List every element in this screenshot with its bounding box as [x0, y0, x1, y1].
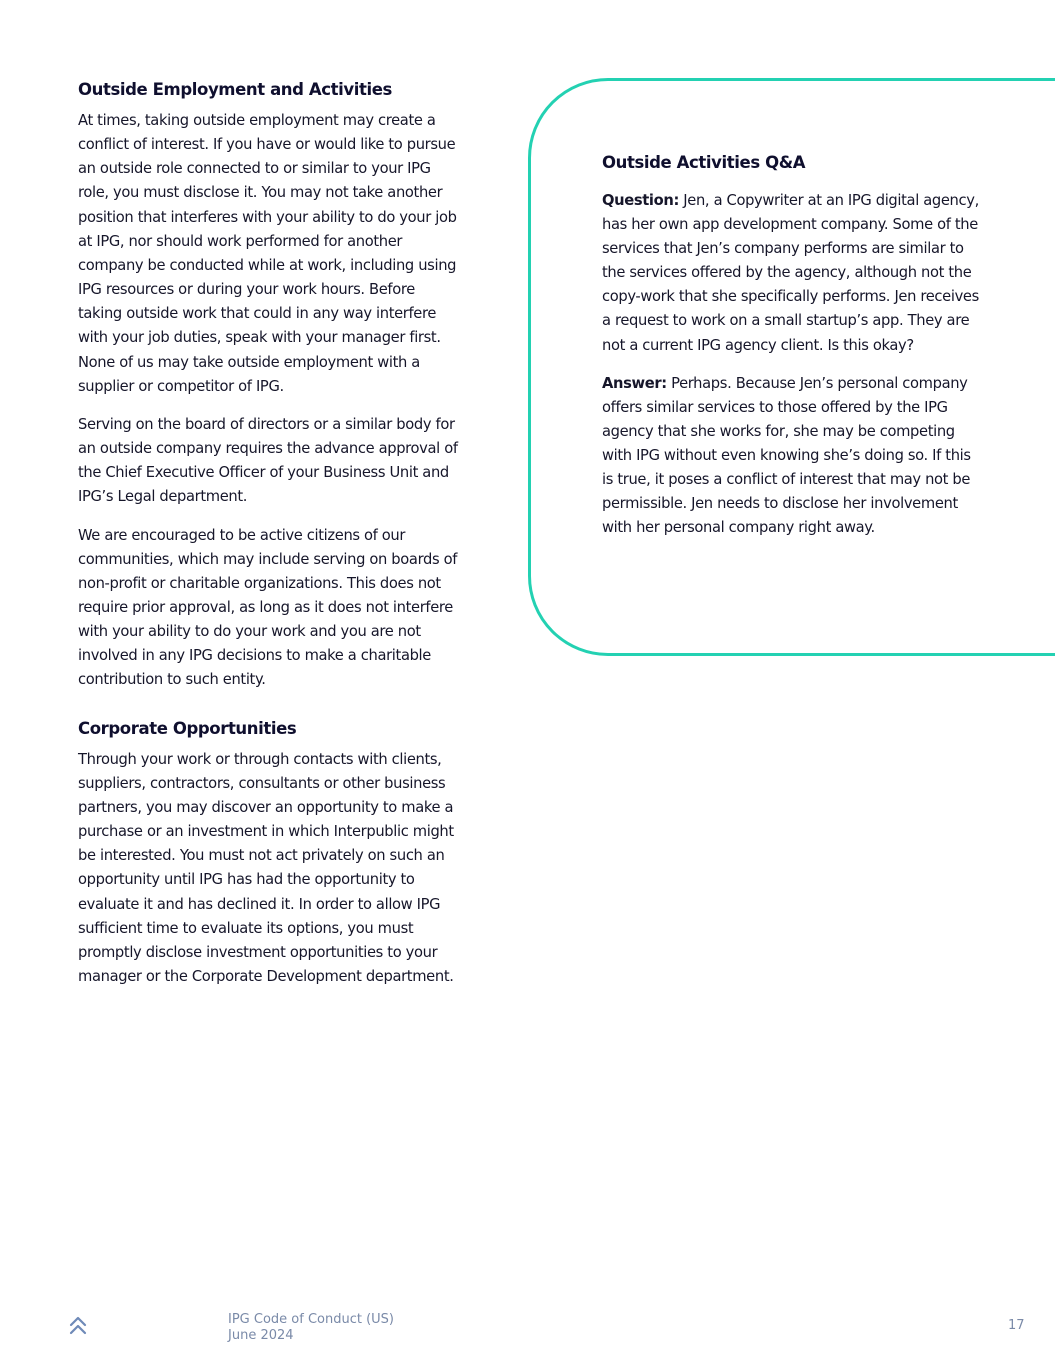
qa-callout-content [602, 150, 982, 554]
section-gap [78, 707, 458, 717]
section-heading-outside-employment: Outside Employment and Activities [78, 80, 392, 99]
paragraph: At times, taking outside employment may create a conflict of interest. If you have or would like to pursue an outside role connected to or similar to your IPG role, you must disclose it. You may not take another position that interferes with your ability to do your job at IPG, nor should work performed for another company be conducted while at work, including using IPG resources or during your work hours. Before taking outside work that could in any way interfere with your job duties, speak with your manager first. None of us may take outside employment with a supplier or competitor of IPG. [78, 112, 457, 395]
question-label: Question: [602, 192, 679, 209]
question-text: Jen, a Copywriter at an IPG digital agency, has her own app development company. Some of the services that Jen’s company performs are similar to the services offered by the agency, although not the copy-work that she specifically performs. Jen receives a request to work on a small startup’s app. They are not a current IPG agency client. Is this okay? [602, 192, 979, 354]
footer-doc-date: June 2024 [228, 1328, 294, 1343]
paragraph: Serving on the board of directors or a similar body for an outside company requires the advance approval of the Chief Executive Officer of your Business Unit and IPG’s Legal department. [78, 415, 458, 506]
qa-title: Outside Activities Q&A [602, 153, 806, 172]
paragraph: Through your work or through contacts with clients, suppliers, contractors, consultants or other business partners, you may discover an opportunity to make a purchase or an investment in which Interpublic might be interested. You must not act privately on such an opportunity until IPG has had the opportunity to evaluate it and has declined it. In order to allow IPG sufficient time to evaluate its options, you must promptly disclose investment opportunities to your manager or the Corporate Development department. [78, 750, 454, 985]
qa-question [602, 189, 982, 358]
main-column [78, 78, 458, 1003]
paragraph: We are encouraged to be active citizens of our communities, which may include serving on boards of non-profit or charitable organizations. This does not require prior approval, as long as it does not interfere with your ability to do your work and you are not involved in any IPG decisions to make a charitable contribution to such entity. [78, 526, 458, 689]
answer-label: Answer: [602, 374, 667, 392]
footer-doc-title: IPG Code of Conduct (US) [228, 1312, 395, 1327]
footer-document-info [228, 1312, 394, 1344]
qa-answer [602, 372, 982, 541]
double-chevron-up-icon[interactable] [68, 1315, 88, 1337]
page-number: 17 [1008, 1318, 1025, 1333]
section-heading-corporate-opportunities: Corporate Opportunities [78, 718, 297, 738]
answer-text: Perhaps. Because Jen’s personal company offers similar services to those offered by the IPG agency that she works for, she may be competing with IPG without even knowing she’s doing so. If this is true, it poses a conflict of interest that may not be permissible. Jen needs to disclose her involvement with her personal company right away. [602, 374, 971, 537]
